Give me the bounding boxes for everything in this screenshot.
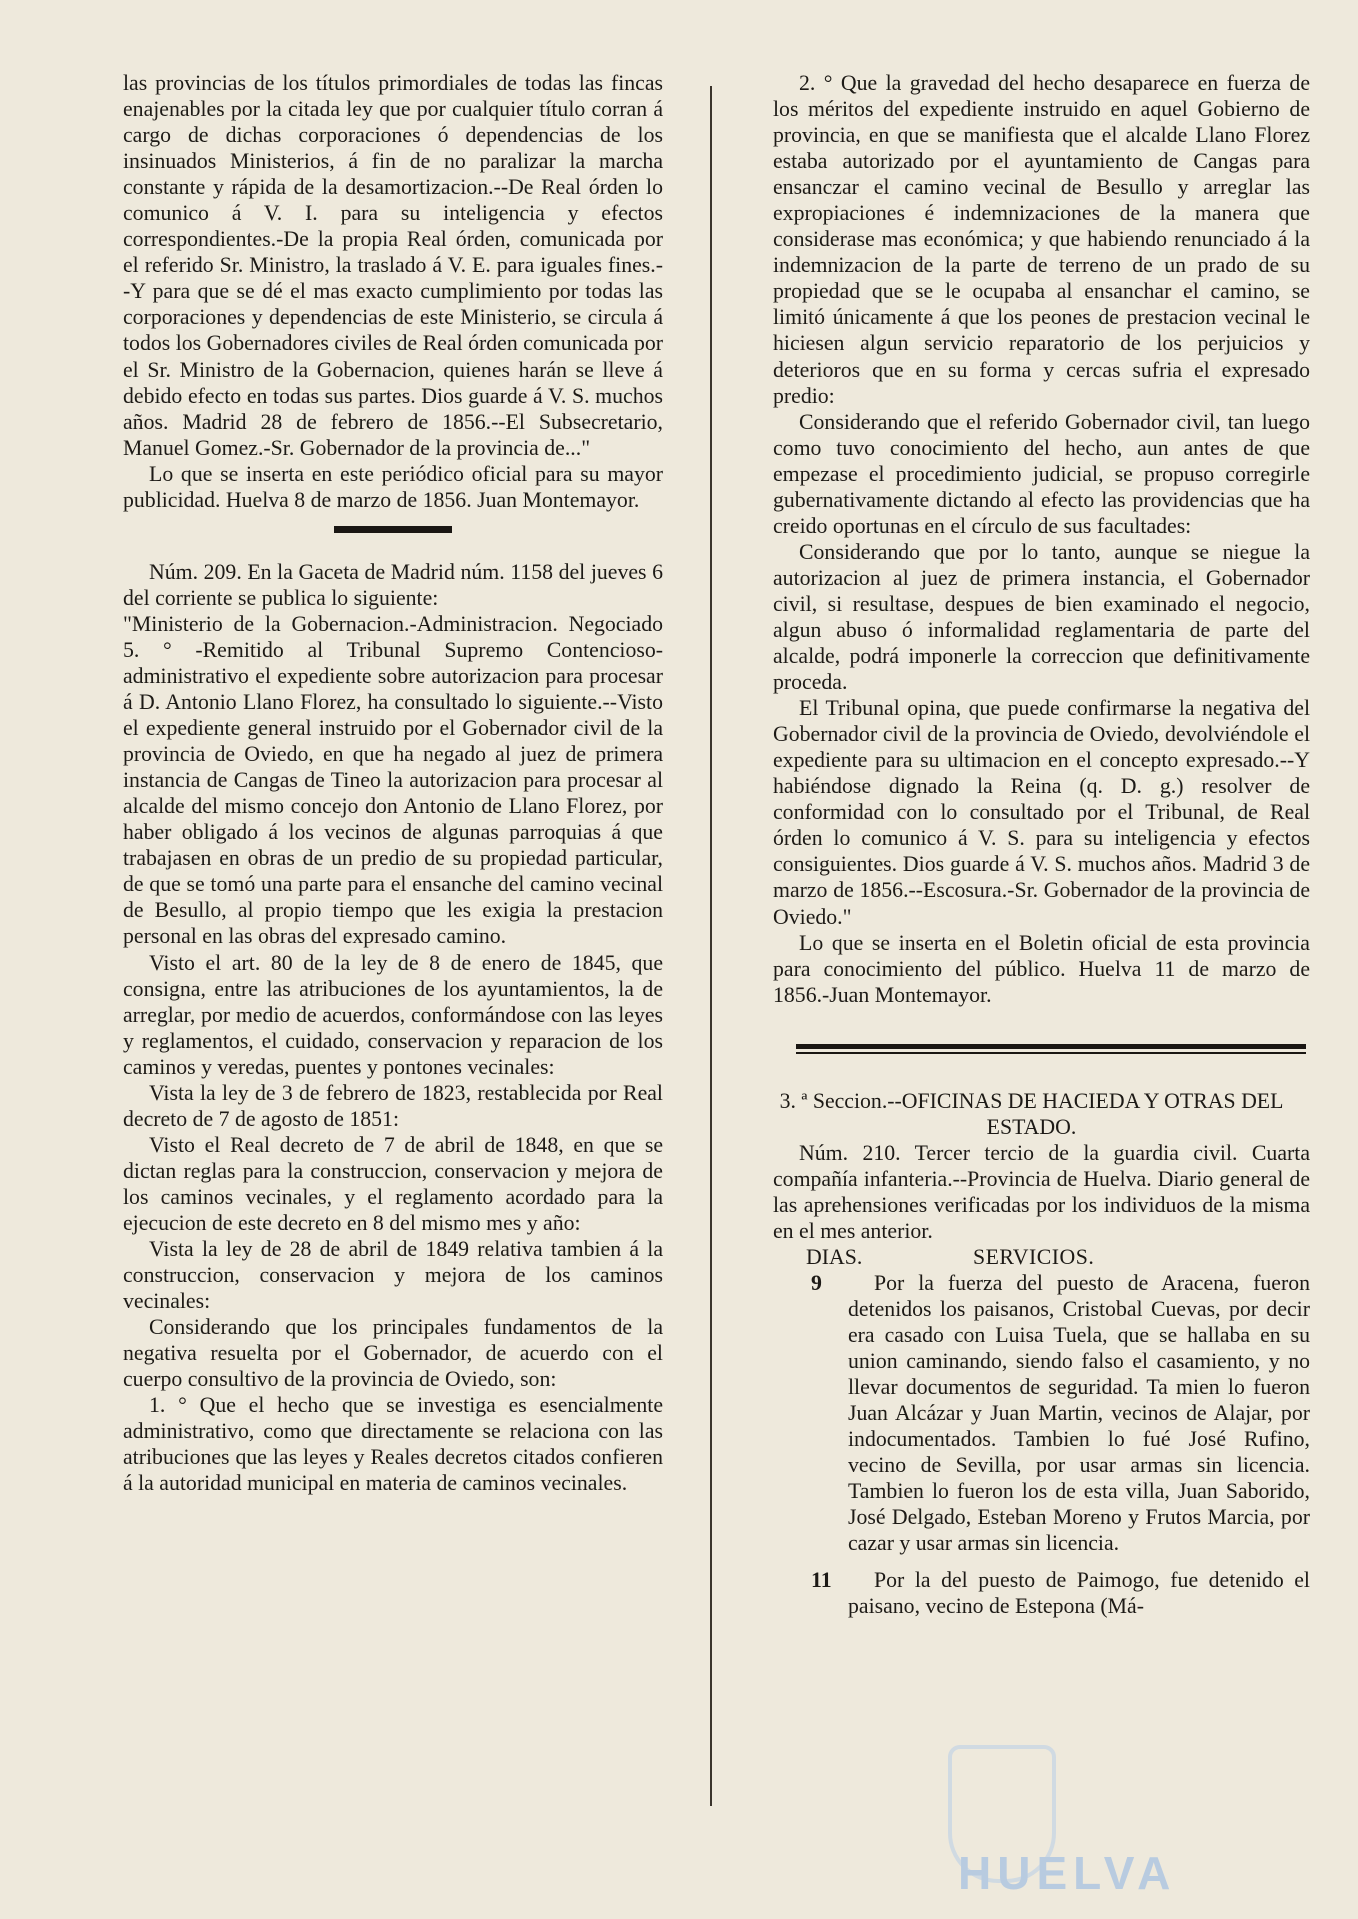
paragraph-signature: Lo que se inserta en este periódico oficial para su mayor publicidad. Huelva 8 de marzo de 1856. Juan Montemayor.	[123, 461, 663, 512]
right-column	[773, 70, 1310, 1619]
paragraph-vista-ley-1823: Vista la ley de 3 de febrero de 1823, restablecida por Real decreto de 7 de agosto de 1851:	[123, 1080, 663, 1131]
entry-day: 9	[811, 1271, 822, 1296]
paragraph-considerando-gobernador: Considerando que el referido Gobernador civil, tan luego como tuvo conocimiento del hecho, aun antes de que empezase el procedimiento judicial, se propuso corregirle gubernativamente dictando al efecto las providencias que ha creido oportunas en el círculo de sus facultades:	[773, 409, 1310, 538]
paragraph-visto-art-80: Visto el art. 80 de la ley de 8 de enero de 1845, que consigna, entre las atribuciones de los ayuntamientos, la de arreglar, por medio de acuerdos, conformándose con las leyes y reglamentos, el cuidado, conservacion y reparacion de los caminos y veredas, puentes y pontones vecinales:	[123, 950, 663, 1079]
table-header	[773, 1244, 1310, 1270]
paragraph-signature-right: Lo que se inserta en el Boletin oficial de esta provincia para conocimiento del público. Huelva 11 de marzo de 1856.-Juan Montemayor.	[773, 930, 1310, 1007]
entry-text: Por la fuerza del puesto de Aracena, fueron detenidos los paisanos, Cristobal Cuevas, por decir era casado con Luisa Tuela, que se hallaba en su union caminando, siendo falso el casamiento, y no llevar documentos de seguridad. Ta mien lo fueron Juan Alcázar y Juan Martin, vecinos de Alajar, por indocumentados. Tambien lo fué José Rufino, vecino de Sevilla, por usar armas sin licencia. Tambien lo fueron los de esta villa, Juan Saborido, José Delgado, Esteban Moreno y Frutos Marcia, por cazar y usar armas sin licencia.	[848, 1271, 1310, 1556]
column-header-services: SERVICIOS.	[973, 1244, 1095, 1269]
paragraph-vista-ley-1849: Vista la ley de 28 de abril de 1849 relativa tambien á la construccion, conservacion y mejora de los caminos vecinales:	[123, 1237, 663, 1314]
paragraph-num-209: Núm. 209. En la Gaceta de Madrid núm. 1158 del jueves 6 del corriente se publica lo siguiente:	[123, 559, 663, 610]
paragraph-ministerio: "Ministerio de la Gobernacion.-Administracion. Negociado 5. ° -Remitido al Tribunal Supremo Contencioso-administrativo el expediente sobre autorizacion para procesar á D. Antonio Llano Florez, ha consultado lo siguiente.--Visto el expediente general instruido por el Gobernador civil de la provincia de Oviedo, en que ha negado al juez de primera instancia de Cangas de Tineo la autorizacion para procesar al alcalde del mismo concejo don Antonio de Llano Florez, por haber obligado á los vecinos de algunas parroquias á que trabajasen en obras de un predio de su propiedad particular, de que se tomó una parte para el ensanche del camino vecinal de Besullo, al propio tiempo que les exigia la prestacion personal en las obras del expresado camino.	[123, 611, 663, 949]
paragraph-continuation: las provincias de los títulos primordiales de todas las fincas enajenables por la citada ley que por cualquier título corran á cargo de dichas corporaciones ó dependencias de los insinuados Ministerios, á fin de no paralizar la marcha constante y rápida de la desamortizacion.--De Real órden lo comunico á V. I. para su inteligencia y efectos correspondientes.-De la propia Real órden, comunicada por el referido Sr. Ministro, la traslado á V. E. para iguales fines.--Y para que se dé el mas exacto cumplimiento por todas las corporaciones y dependencias de este Ministerio, se circula á todos los Gobernadores civiles de Real órden comunicada por el Sr. Ministro de la Gobernacion, quienes harán se lleve á debido efecto en todas sus partes. Dios guarde á V. S. muchos años. Madrid 28 de febrero de 1856.--El Subsecretario, Manuel Gomez.-Sr. Gobernador de la provincia de..."	[123, 71, 663, 460]
column-separator	[710, 86, 712, 1806]
section-double-divider	[796, 1044, 1306, 1054]
left-column	[123, 70, 663, 1496]
paragraph-point-2: 2. ° Que la gravedad del hecho desaparece en fuerza de los méritos del expediente instruido en aquel Gobierno de provincia, en que se manifiesta que el alcalde Llano Florez estaba autorizado por el ayuntamiento de Cangas para ensanczar el camino vecinal de Besullo y arreglar las expropiaciones é indemnizaciones de la manera que considerase mas económica; y que habiendo renunciado á la indemnizacion de la parte de terreno de un prado de su propiedad que se le ocupaba al ensanchar el camino, se limitó únicamente á que los peones de prestacion vecinal le hiciesen algun servicio reparatorio de los perjuicios y deterioros que en su forma y cercas sufria el expresado predio:	[773, 71, 1310, 408]
archive-watermark: HUELVA	[958, 1847, 1177, 1899]
paragraph-point-1: 1. ° Que el hecho que se investiga es esencialmente administrativo, como que directamente se relaciona con las atribuciones que las leyes y Reales decretos citados confieren á la autoridad municipal en materia de caminos vecinales.	[123, 1393, 663, 1496]
entry-text: Por la del puesto de Paimogo, fue detenido el paisano, vecino de Estepona (Má-	[848, 1567, 1310, 1618]
section-divider	[334, 526, 452, 533]
table-row	[773, 1567, 1310, 1619]
column-header-days: DIAS.	[806, 1244, 863, 1269]
table-row	[773, 1270, 1310, 1557]
paragraph-num-210: Núm. 210. Tercer tercio de la guardia civil. Cuarta compañía infanteria.--Provincia de Huelva. Diario general de las aprehensiones verificadas por los individuos de la misma en el mes anterior.	[773, 1140, 1310, 1243]
entry-day: 11	[811, 1567, 832, 1592]
paragraph-visto-decreto-1848: Visto el Real decreto de 7 de abril de 1848, en que se dictan reglas para la construccion, conservacion y mejora de los caminos vecinales, y el reglamento acordado para la ejecucion de este decreto en 8 del mismo mes y año:	[123, 1132, 663, 1235]
section-heading: 3. ª Seccion.--OFICINAS DE HACIEDA Y OTRAS DEL ESTADO.	[779, 1088, 1284, 1139]
paragraph-tribunal-opina: El Tribunal opina, que puede confirmarse la negativa del Gobernador civil de la provincia de Oviedo, devolviéndole el expediente para su ultimacion en el concepto expresado.--Y habiéndose dignado la Reina (q. D. g.) resolver de conformidad con lo consultado por el Tribunal, de Real órden lo comunico á V. S. para su inteligencia y efectos consiguientes. Dios guarde á V. S. muchos años. Madrid 3 de marzo de 1856.--Escosura.-Sr. Gobernador de la provincia de Oviedo."	[773, 696, 1310, 929]
paragraph-considerando-fundamentos: Considerando que los principales fundamentos de la negativa resuelta por el Gobernador, de acuerdo con el cuerpo consultivo de la provincia de Oviedo, son:	[123, 1315, 663, 1392]
paragraph-considerando-autorizacion: Considerando que por lo tanto, aunque se niegue la autorizacion al juez de primera instancia, el Gobernador civil, si resultase, despues de bien examinado el negocio, algun abuso ó informalidad reglamentaria de parte del alcalde, podrá imponerle la correccion que definitivamente proceda.	[773, 539, 1310, 695]
